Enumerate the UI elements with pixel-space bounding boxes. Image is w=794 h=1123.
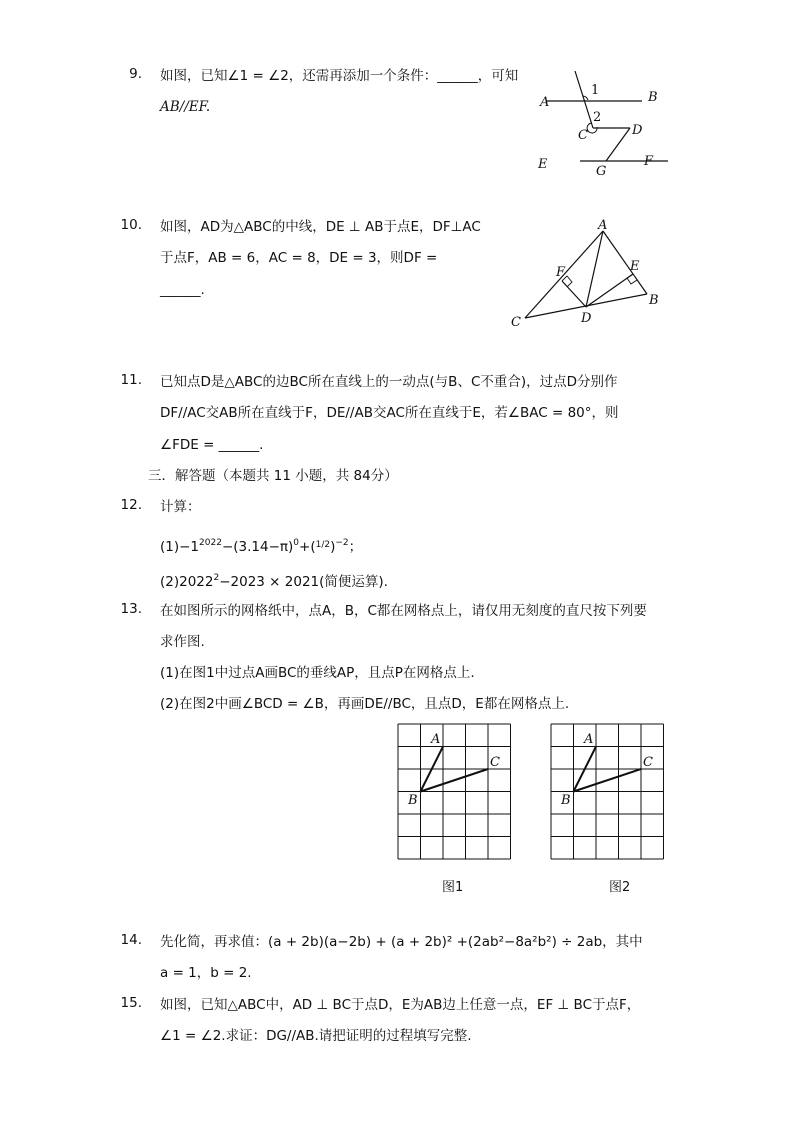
q9-label-E: E	[538, 157, 548, 172]
q10-label-E: E	[630, 259, 640, 274]
q9-angle-2: 2	[593, 110, 602, 125]
q10-number: 10.	[120, 217, 142, 233]
q14-line1: 先化简，再求值：(a + 2b)(a−2b) + (a + 2b)² +(2ab²−8a²b²) ÷ 2ab，其中	[160, 934, 643, 950]
q10-label-C: C	[511, 315, 521, 330]
q14-number: 14.	[120, 932, 142, 948]
q12-title: 计算：	[160, 499, 201, 515]
q11-line1: 已知点D是△ABC的边BC所在直线上的一动点(与B、C不重合)，过点D分别作	[160, 374, 618, 390]
q10-figure	[505, 218, 665, 334]
grid1-label-B: B	[408, 793, 418, 808]
q9-label-D: D	[632, 123, 643, 138]
q12-part1: $(1)-1^{2022}-(3.14-\pi)^0+(^{1/2})^{-2}$；	[160, 538, 363, 555]
q14-line2: a = 1，b = 2.	[160, 965, 252, 981]
q12-part2: $(2)2022^2-2023 \times 2021$(简便运算).	[160, 573, 388, 590]
q13-line1: 在如图所示的网格纸中，点A，B，C都在网格点上，请仅用无刻度的直尺按下列要	[160, 603, 647, 619]
q9-line2: AB//EF.	[160, 99, 211, 115]
grid2-label-B: B	[561, 793, 571, 808]
q13-fig2-caption: 图2	[609, 880, 631, 895]
q13-line2: 求作图.	[160, 634, 205, 650]
q10-line2: 于点F，AB = 6，AC = 8，DE = 3，则DF =	[160, 250, 438, 266]
grid1-label-A: A	[431, 732, 441, 747]
q13-grid-figure-1	[395, 720, 517, 862]
q15-line2: ∠1 = ∠2.求证：DG//AB.请把证明的过程填写完整.	[160, 1028, 472, 1044]
q13-number: 13.	[120, 601, 142, 617]
q10-label-F: F	[556, 265, 566, 280]
q9-label-F: F	[644, 154, 654, 169]
q9-label-A: A	[540, 95, 550, 110]
q12-number: 12.	[120, 497, 142, 513]
q10-line3: ______.	[160, 282, 205, 298]
q13-part1: (1)在图1中过点A画BC的垂线AP，且点P在网格点上.	[160, 665, 475, 681]
section-heading: 三．解答题（本题共 11 小题，共 84分）	[148, 468, 398, 484]
q11-line2: DF//AC交AB所在直线于F，DE//AB交AC所在直线于E，若∠BAC = 80°，则	[160, 405, 619, 421]
q15-line1: 如图，已知△ABC中，AD ⊥ BC于点D，E为AB边上任意一点，EF ⊥ BC于点F，	[160, 997, 641, 1013]
q13-grid-figure-2	[548, 720, 670, 862]
q10-label-B: B	[649, 293, 659, 308]
q9-figure	[530, 64, 670, 182]
q10-label-A: A	[598, 218, 608, 233]
q9-label-B: B	[648, 90, 658, 105]
q13-part2: (2)在图2中画∠BCD = ∠B，再画DE//BC，且点D，E都在网格点上.	[160, 696, 570, 712]
q11-line3: ∠FDE = ______.	[160, 437, 264, 453]
q10-label-D: D	[581, 311, 592, 326]
grid2-label-A: A	[584, 732, 594, 747]
q9-label-C: C	[578, 128, 588, 143]
q11-number: 11.	[120, 372, 142, 388]
grid2-label-C: C	[643, 755, 653, 770]
q9-number: 9.	[129, 66, 142, 82]
q9-angle-1: 1	[591, 83, 600, 98]
q9-line1: 如图，已知∠1 = ∠2，还需再添加一个条件：______，可知	[160, 68, 519, 84]
q13-fig1-caption: 图1	[442, 880, 464, 895]
grid1-label-C: C	[490, 755, 500, 770]
q9-label-G: G	[596, 164, 607, 179]
q15-number: 15.	[120, 995, 142, 1011]
q10-line1: 如图，AD为△ABC的中线，DE ⊥ AB于点E，DF⊥AC	[160, 219, 481, 235]
